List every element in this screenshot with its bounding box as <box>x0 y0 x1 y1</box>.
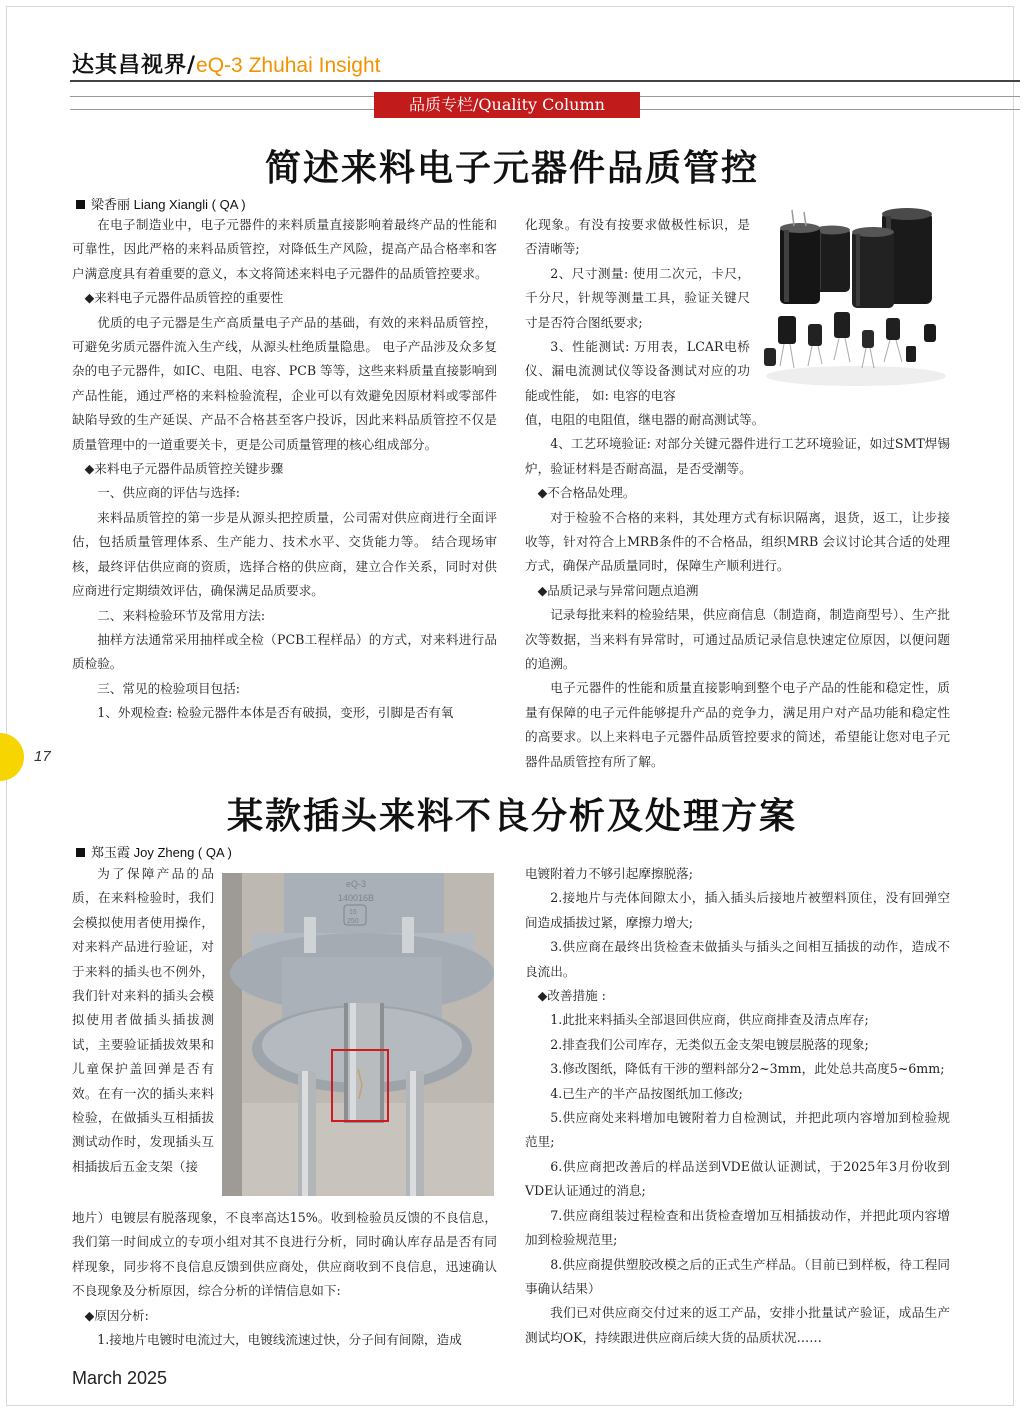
paragraph: 3、性能测试: 万用表，LCAR电桥仪、漏电流测试仪等设备测试对应的功能或性能， 如: 电容的电容 <box>525 339 750 403</box>
column-badge: 品质专栏/Quality Column <box>374 92 640 118</box>
section-heading: ◆改善措施 : <box>537 988 606 1004</box>
article2-narrow-column <box>72 862 214 1179</box>
paragraph: 值，电阻的电阻值，继电器的耐高测试等。 <box>525 412 765 427</box>
paragraph: 2、尺寸测量: 使用二次元，卡尺，千分尺，针规等测量工具，验证关键尺寸是否符合图纸要求; <box>525 265 750 330</box>
page-number: 17 <box>34 748 51 765</box>
list-item: 3.供应商在最终出货检查未做插头与插头之间相互插拔的动作，造成不良流出。 <box>525 939 950 979</box>
list-item: 2.排查我们公司库存，无类似五金支架电镀层脱落的现象; <box>550 1036 869 1052</box>
list-item: 7.供应商组装过程检查和出货检查增加互相插拔动作，并把此项内容增加到检验规范里; <box>525 1207 950 1248</box>
plug-marking-model: 140016B <box>338 893 375 903</box>
list-item: 5.供应商处来料增加电镀附着力自检测试，并把此项内容增加到检验规范里; <box>525 1110 950 1150</box>
bullet-square-icon <box>76 848 85 857</box>
paragraph: 来料品质管控的第一步是从源头把控质量，公司需对供应商进行全面评估，包括质量管理体系、生产能力、技术水平、交货能力等。 结合现场审核，最终评估供应商的资质，选择合格的供应商，建立合作关系，同时对供应商进行定期绩效评估，确保满足品质要求。 <box>72 509 497 599</box>
bullet-square-icon <box>76 200 85 209</box>
capacitors-photo <box>756 206 948 392</box>
paragraph: 电镀附着力不够引起摩擦脱落; <box>525 866 693 881</box>
list-item: 6.供应商把改善后的样品送到VDE做认证测试，于2025年3月份收到VDE认证通过的消息; <box>525 1158 950 1199</box>
article1-byline <box>76 194 246 213</box>
masthead <box>72 48 380 79</box>
paragraph: 在电子制造业中，电子元器件的来料质量直接影响着最终产品的性能和可靠性，因此严格的来料品质管控，对降低生产风险，提高产品合格率和客户满意度具有着重要的意义，本文将简述来料电子元器件的品质管控要求。 <box>72 217 497 281</box>
list-item: 8.供应商提供塑胶改模之后的正式生产样品。（目前已到样板，待工程同事确认结果） <box>525 1256 950 1296</box>
list-item: 4.已生产的半产品按图纸加工修改; <box>550 1085 743 1101</box>
article2-author: 郑玉霞 Joy Zheng ( QA ) <box>91 845 232 860</box>
brand-en: eQ-3 Zhuhai Insight <box>196 54 381 77</box>
paragraph: 电子元器件的性能和质量直接影响到整个电子产品的性能和稳定性，质量有保障的电子元件能够提升产品的竞争力，满足用户对产品功能和稳定性的高要求。以上来料电子元器件品质管控要求的简述，希望能让您对电子元器件品质管控有所了解。 <box>525 680 950 769</box>
article1-right-bottom-column <box>525 408 950 774</box>
plug-marking-amp: 16 <box>349 909 357 916</box>
list-item: 2.接地片与壳体间隙太小，插入插头后接地片被塑料顶住，没有回弹空间造成插拔过紧，摩擦力增大; <box>525 890 950 930</box>
paragraph: 记录每批来料的检验结果，供应商信息（制造商，制造商型号）、生产批次等数据，当来料有异常时，可通过品质记录信息快速定位原因，以便问题的追溯。 <box>525 607 950 672</box>
section-heading: ◆不合格品处理。 <box>537 485 636 501</box>
plug-marking-brand: eQ-3 <box>346 879 367 889</box>
header-rule <box>70 80 1020 82</box>
article1-title: 简述来料电子元器件品质管控 <box>264 147 759 189</box>
article2-title: 某款插头来料不良分析及处理方案 <box>226 795 797 837</box>
subheading: 三、常见的检验项目包括: <box>97 680 240 696</box>
paragraph: 我们已对供应商交付过来的返工产品，安排小批量试产验证，成品生产测试均OK，持续跟进供应商后续大货的品质状况…… <box>525 1305 950 1345</box>
paragraph: 化现象。有没有按要求做极性标识，是否清晰等; <box>525 217 750 257</box>
paragraph: 1、外观检查: 检验元器件本体是否有破损，变形，引脚是否有氧 <box>97 705 454 721</box>
plug-photo <box>222 873 494 1196</box>
issue-date: March 2025 <box>72 1368 168 1388</box>
article1-right-top-column <box>525 213 750 408</box>
paragraph: 1.接地片电镀时电流过大，电镀线流速过快，分子间有间隙，造成 <box>97 1332 462 1348</box>
paragraph: 抽样方法通常采用抽样或全检（PCB工程样品）的方式，对来料进行品质检验。 <box>72 631 497 672</box>
section-heading: ◆原因分析: <box>84 1307 149 1323</box>
section-heading: ◆来料电子元器件品质管控关键步骤 <box>84 461 284 477</box>
paragraph: 4、工艺环境验证: 对部分关键元器件进行工艺环境验证，如过SMT焊锡炉，验证材料是否耐高温，是否受潮等。 <box>525 436 950 476</box>
subheading: 二、来料检验环节及常用方法: <box>97 607 266 623</box>
paragraph: 对于检验不合格的来料，其处理方式有标识隔离，退货，返工，让步接收等，针对符合上MRB条件的不合格品，组织MRB 会议讨论其合适的处理方式，确保产品质量同时，保障生产顺利进行。 <box>525 509 950 574</box>
paragraph: 为了保障产品的品质，在来料检验时，我们会模拟使用者使用操作，对来料产品进行验证，对于来料的插头也不例外，我们针对来料的插头会模拟使用者做插头插拔测试，主要验证插拔效果和儿童保护盖回弹是否有效。在有一次的插头来料检验，在做插头互相插拔测试动作时，发现插头互相插拔后五金支架（接 <box>72 866 214 1174</box>
subheading: 一、供应商的评估与选择: <box>97 485 240 501</box>
list-item: 3.修改图纸，降低有干涉的塑料部分2~3mm，此处总共高度5~6mm; <box>550 1061 945 1077</box>
paragraph: 优质的电子元器是生产高质量电子产品的基础，有效的来料品质管控，可避免劣质元器件流入生产线，从源头杜绝质量隐患。 电子产品涉及众多复杂的电子元器件，如IC、电阻、电容、PCB 等等，这些来料质量直接影响到产品性能，通过严格的来料检验流程，企业可以有效避免因原材料或零部件缺陷导致的生产延误、产品不合格甚至客户投诉，因此来料品质管控不仅是质量管理中的一道重要关卡，更是公司质量管理的核心组成部分。 <box>72 314 497 452</box>
article2-left-column <box>72 1206 497 1352</box>
plug-illustration <box>222 873 494 1196</box>
section-heading: ◆来料电子元器件品质管控的重要性 <box>84 290 284 306</box>
article1-left-column <box>72 213 497 726</box>
article1-author: 梁香丽 Liang Xiangli ( QA ) <box>91 197 246 212</box>
capacitors-illustration <box>756 206 948 392</box>
brand-cn: 达其昌视界/ <box>72 52 197 78</box>
article2-byline <box>76 842 232 861</box>
section-heading: ◆品质记录与异常问题点追溯 <box>537 582 699 598</box>
list-item: 1.此批来料插头全部退回供应商，供应商排查及清点库存; <box>550 1012 869 1028</box>
plug-marking-volt: 250 <box>347 918 359 925</box>
paragraph: 地片）电镀层有脱落现象，不良率高达15%。收到检验员反馈的不良信息，我们第一时间成立的专项小组对其不良进行分析，同时确认库存品是否有同样现象，同步将不良信息反馈到供应商处，供应商收到不良信息，迅速确认不良现象及分析原因，综合分析的详情信息如下: <box>72 1210 497 1299</box>
article2-right-column <box>525 862 950 1350</box>
